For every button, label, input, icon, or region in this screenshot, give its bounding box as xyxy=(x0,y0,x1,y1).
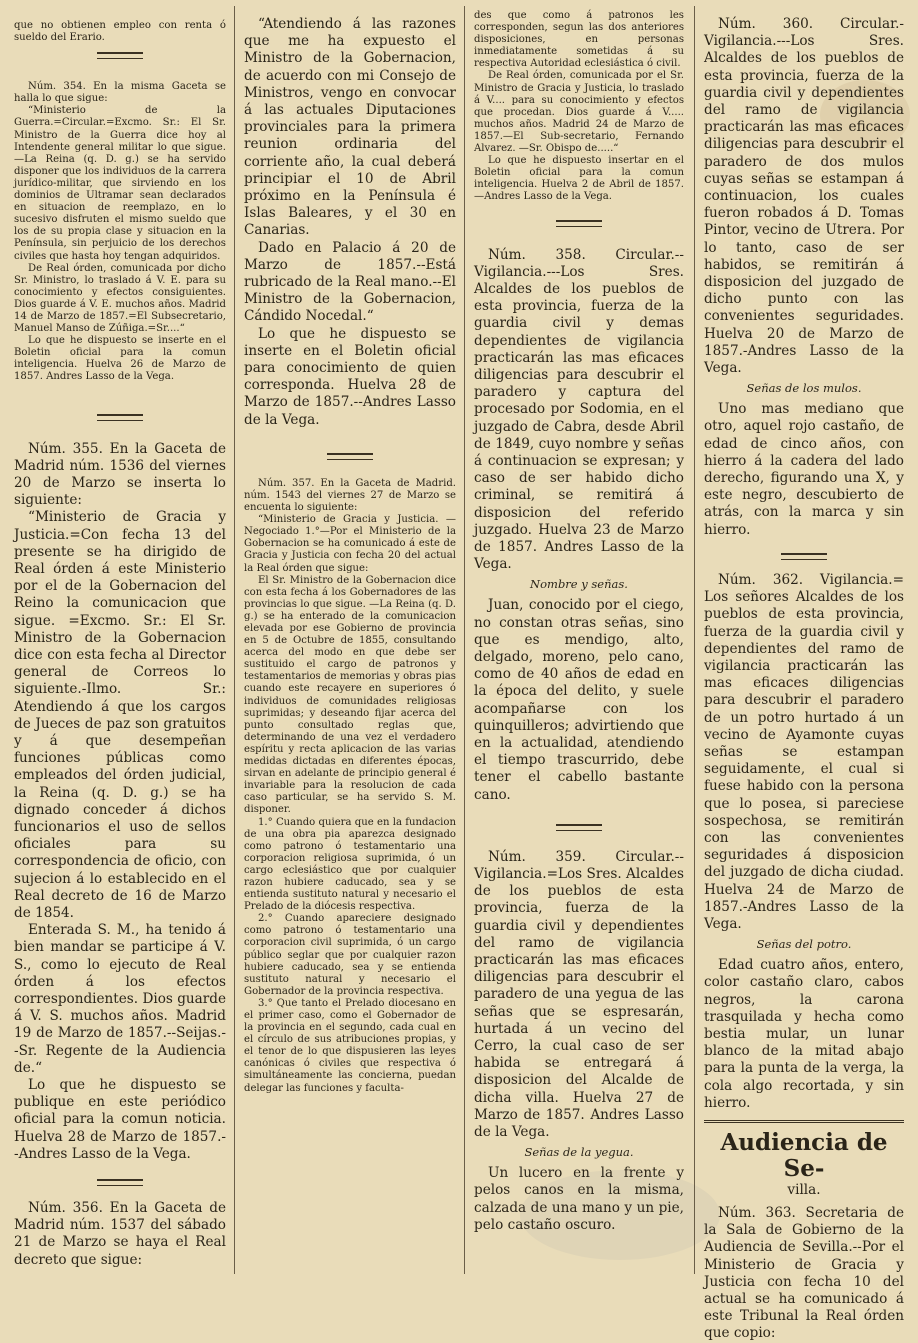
paragraph: Dado en Palacio á 20 de Marzo de 1857.--Está rubricado de la Real mano.--El Ministro de la Gobernacion, Cándido Nocedal.“ xyxy=(244,239,456,325)
paragraph: Lo que he dispuesto se inserte en el Boletin oficial para conocimiento de quien corresponda. Huelva 28 de Marzo de 1857.--Andres Lasso de la Vega. xyxy=(244,325,456,428)
ornament-divider xyxy=(556,824,602,831)
paragraph: que no obtienen empleo con renta ó sueldo del Erario. xyxy=(14,20,226,44)
ornament-divider xyxy=(781,553,827,560)
column-1 xyxy=(14,0,226,1280)
paragraph: des que como á patronos les corresponden, segun las dos anteriores disposiciones, en personas inmediatamente sometidas á su respectiva Autoridad eclesiástica ó civil. xyxy=(474,10,684,70)
paragraph: Núm. 354. En la misma Gaceta se halla lo que sigue: xyxy=(14,81,226,105)
ornament-divider xyxy=(97,414,143,421)
subheading: Nombre y señas. xyxy=(530,577,628,592)
notice-357-continued xyxy=(474,10,684,204)
paragraph: El Sr. Ministro de la Gobernacion dice con esta fecha á los Gobernadores de las provincias lo que sigue. —La Reina (q. D. g.) se ha enterado de la comunicacion elevada por ese Gobierno de provincia en 5 de Octubre de 1855, consultando acerca del modo en que debe ser sustituido el cargo de patronos y testamentarios de memorias y obras pias cuando este recayere en superiores ó individuos de comunidades religiosas suprimidas; y deseando fijar acerca del punto consultado reglas que, determinando de una vez el verdadero espíritu y recta aplicacion de las varias medidas dictadas en diferentes épocas, sirvan en adelante de principio general é invariable para la resolucion de cada caso particular, se ha servido S. M. disponer. xyxy=(244,574,456,816)
notice-354 xyxy=(14,81,226,383)
paragraph: “Ministerio de Gracia y Justicia. —Negociado 1.°—Por el Ministerio de la Gobernacion se ha comunicado á este de Gracia y Justicia con fecha 20 del actual la Real órden que sigue: xyxy=(244,514,456,574)
paragraph: Uno mas mediano que otro, aquel rojo castaño, de edad de cinco años, con hierro á la cadera del lado derecho, figurando una X, y este negro, descubierto de atrás, con la marca y sin hierro. xyxy=(704,401,904,538)
paragraph: “Atendiendo á las razones que me ha expuesto el Ministro de la Gobernacion, de acuerdo con mi Consejo de Ministros, vengo en convocar á las actuales Diputaciones provinciales para la primera reunion ordinaria del corriente año, la cual deberá principiar el 10 de Abril próximo en la Península é Islas Baleares, y el 30 en Canarias. xyxy=(244,16,456,239)
subheading: Señas del potro. xyxy=(756,937,852,952)
section-heading-continued: villa. xyxy=(787,1181,821,1198)
notice-357 xyxy=(244,478,456,1095)
paragraph: De Real órden, comunicada por dicho Sr. Ministro, lo traslado á V. E. para su conocimiento y efectos consiguientes. Dios guarde á V. E. muchos años. Madrid 14 de Marzo de 1857.=El Subsecretario, Manuel Manso de Zúñiga.=Sr....“ xyxy=(14,262,226,335)
paragraph: Un lucero en la frente y pelos canos en la misma, calzada de una mano y un pie, pelo castaño oscuro. xyxy=(474,1165,684,1233)
paragraph: Edad cuatro años, entero, color castaño claro, cabos negros, la carona trasquilada y hecha como bestia mular, un lunar blanco de la mitad abajo para la punta de la verga, la cola algo recortada, y sin hierro. xyxy=(704,957,904,1111)
notice-358: Núm. 358. Circular.--Vigilancia.---Los Sres. Alcaldes de los pueblos de esta provincia, fuerza de la guardia civil y demas dependientes de vigilancia practicarán las mas eficaces diligencias para descubrir el paradero y captura del procesado por Sodomia, en el juzgado de Cabra, desde Abril de 1849, cuyo nombre y señas á continuacion se expresan; y caso de ser habido dicho criminal, se remitirá á disposicion del referido juzgado. Huelva 23 de Marzo de 1857. Andres Lasso de la Vega. xyxy=(474,246,684,573)
paragraph: “Ministerio de la Guerra.=Circular.=Excmo. Sr.: El Sr. Ministro de la Guerra dice hoy al Intendente general militar lo que sigue.—La Reina (q. D. g.) se ha servido disponer que los individuos de la carrera jurídico-militar, que sirviendo en los dominios de Ultramar sean declarados en situacion de reemplazo, en lo sucesivo disfruten el mismo sueldo que los de su propia clase y situacion en la Península, sin perjuicio de los derechos civiles que hasta hoy tengan adquiridos. xyxy=(14,105,226,262)
paragraph: Núm. 357. En la Gaceta de Madrid. núm. 1543 del viernes 27 de Marzo se encuenta lo siguiente: xyxy=(244,477,456,514)
paragraph: 3.° Que tanto el Prelado diocesano en el primer caso, como el Gobernador de la provincia en el segundo, cada cual en el círculo de sus atribuciones propias, y el tenor de lo que dispusieren las leyes canónicas ó civiles que respectiva ó simultáneamente las concierna, puedan delegar las funciones y faculta- xyxy=(244,997,456,1094)
ornament-divider xyxy=(97,52,143,59)
ornament-divider xyxy=(97,1179,143,1186)
paragraph: 2.° Cuando apareciere designado como patrono ó testamentario una corporacion civil suprimida, ó un cargo público seglar que por cualquier razon hubiere caducado, sea y se entienda sustituto natural y necesario el Gobernador de la provincia respectiva. xyxy=(244,913,456,997)
column-3 xyxy=(474,0,684,1280)
paragraph: Juan, conocido por el ciego, no constan otras señas, sino que es mendigo, alto, delgado, moreno, pelo cano, como de 40 años de edad en la época del delito, y suele acompañarse con los quinquilleros; advirtiendo que en la actualidad, atendiendo el tiempo trascurrido, debe tener el cabello bastante cano. xyxy=(474,597,684,803)
paragraph: 1.° Cuando quiera que en la fundacion de una obra pia aparezca designado como patrono ó testamentario una corporacion religiosa suprimida, ó un cargo eclesiástico que por cualquier razon hubiere caducado, sea y se entienda sustituto natural y necesario el Prelado de la diócesis respectiva. xyxy=(244,816,456,913)
paragraph: Núm. 355. En la Gaceta de Madrid núm. 1536 del viernes 20 de Marzo se inserta lo siguiente: xyxy=(14,440,226,509)
paragraph: Lo que he dispuesto se publique en este periódico oficial para la comun noticia. Huelva 28 de Marzo de 1857.--Andres Lasso de la Vega. xyxy=(14,1077,226,1162)
column-rule xyxy=(694,6,695,1274)
notice-363: Núm. 363. Secretaria de la Sala de Gobierno de la Audiencia de Sevilla.--Por el Ministerio de Gracia y Justicia con fecha 10 del actual se ha comunicado á este Tribunal la Real órden que copio: xyxy=(704,1204,904,1342)
section-rule xyxy=(704,1120,904,1126)
paragraph: Enterada S. M., ha tenido á bien mandar se participe á V. S., como lo ejecuto de Real órden á los efectos correspondientes. Dios guarde á V. S. muchos años. Madrid 19 de Marzo de 1857.--Seijas.--Sr. Regente de la Audiencia de.“ xyxy=(14,922,226,1076)
ornament-divider xyxy=(327,453,373,460)
column-2 xyxy=(244,0,456,1280)
paragraph: Lo que he dispuesto se inserte en el Boletin oficial para la comun inteligencia. Huelva 26 de Marzo de 1857. Andres Lasso de la Vega. xyxy=(14,335,226,383)
paragraph: “Ministerio de Gracia y Justicia.=Con fecha 13 del presente se ha dirigido de Real órden á este Ministerio por el de la Gobernacion del Reino la comunicacion que sigue. =Excmo. Sr.: El Sr. Ministro de la Gobernacion dice con esta fecha al Director general de Correos lo siguiente.-Ilmo. Sr.: Atendiendo á que los cargos de Jueces de paz son gratuitos y á que desempeñan funciones públicas como empleados del órden judicial, la Reina (q. D. g.) se ha dignado conceder á dichos funcionarios el uso de sellos oficiales para su correspondencia de oficio, con sujecion á lo establecido en el Real decreto de 16 de Marzo de 1854. xyxy=(14,509,226,922)
notice-362: Núm. 362. Vigilancia.= Los señores Alcaldes de los pueblos de esta provincia, fuerza de la guardia civil y dependientes del ramo de vigilancia practicarán las mas eficaces diligencias para descubrir el paradero de un potro hurtado á un vecino de Ayamonte cuyas señas se estampan seguidamente, el cual si fuese habido con la persona que lo posea, si pareciese sospechosa, se remitirán con las convenientes seguridades á disposicion del juzgado de dicha ciudad. Huelva 24 de Marzo de 1857.-Andres Lasso de la Vega. xyxy=(704,571,904,932)
paragraph: De Real órden, comunicada por el Sr. Ministro de Gracia y Justicia, lo traslado á V.... para su conocimiento y efectos que procedan. Dios guarde á V..... muchos años. Madrid 24 de Marzo de 1857.—El Sub-secretario, Fernando Alvarez. —Sr. Obispo de.....“ xyxy=(474,70,684,155)
notice-356: Núm. 356. En la Gaceta de Madrid núm. 1537 del sábado 21 de Marzo se haya el Real decreto que sigue: xyxy=(14,1200,226,1268)
notice-355 xyxy=(14,441,226,1164)
paragraph: Lo que he dispuesto insertar en el Boletin oficial para la comun inteligencia. Huelva 2 de Abril de 1857.—Andres Lasso de la Vega. xyxy=(474,155,684,203)
section-heading: Audiencia de Se- xyxy=(720,1128,888,1182)
notice-359: Núm. 359. Circular.--Vigilancia.=Los Sres. Alcaldes de los pueblos de esta provincia, fuerza de la guardia civil y dependientes del ramo de vigilancia practicarán las mas eficaces diligencias para descubrir el paradero de una yegua de las señas que se espresarán, hurtada á un vecino del Cerro, la cual caso de ser habida se entregará á disposicion del Alcalde de dicha villa. Huelva 27 de Marzo de 1857. Andres Lasso de la Vega. xyxy=(474,848,684,1141)
column-4 xyxy=(704,0,904,1342)
subheading: Señas de la yegua. xyxy=(524,1145,634,1160)
subheading: Señas de los mulos. xyxy=(746,381,862,396)
column-rule xyxy=(464,6,465,1274)
ornament-divider xyxy=(556,220,602,227)
notice-360: Núm. 360. Circular.-Vigilancia.---Los Sres. Alcaldes de los pueblos de esta provincia, fuerza de la guardia civil y dependientes del ramo de vigilancia practicarán las mas eficaces diligencias para descubrir el paradero de dos mulos cuyas señas se estampan á continuacion, los cuales fueron robados á D. Tomas Pintor, vecino de Utrera. Por lo tanto, caso de ser habidos, se remitirán á disposicion del juzgado de dicho punto con las convenientes seguridades. Huelva 20 de Marzo de 1857.-Andres Lasso de la Vega. xyxy=(704,16,904,377)
column-rule xyxy=(234,6,235,1274)
